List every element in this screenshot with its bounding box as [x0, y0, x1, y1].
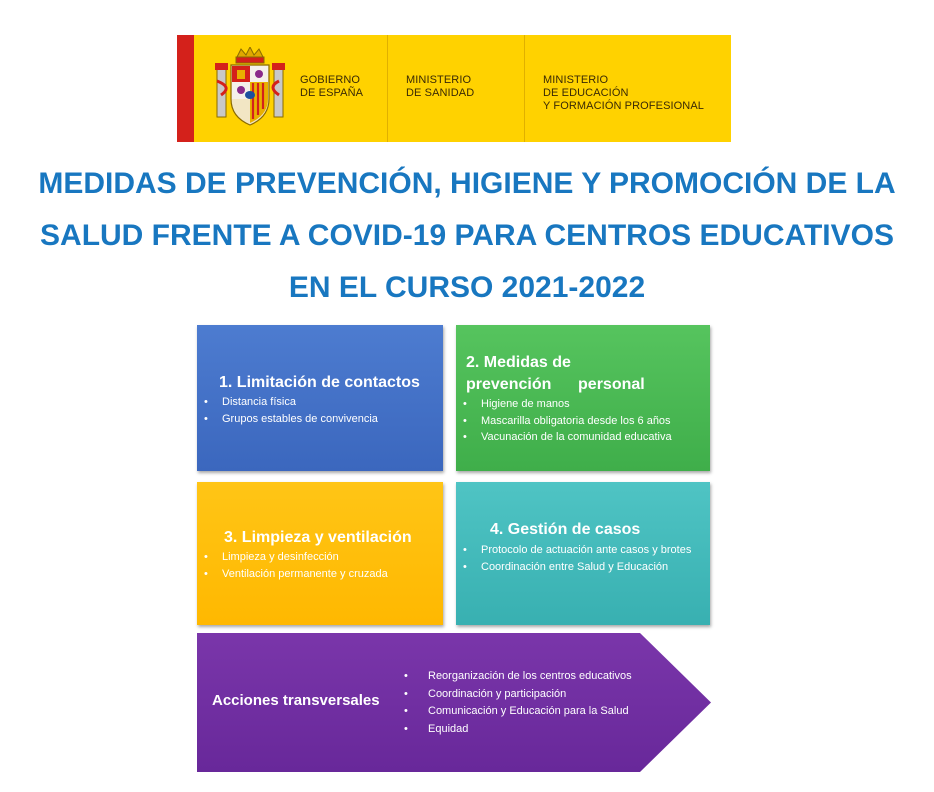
ministerio-sanidad-label: MINISTERIO DE SANIDAD — [406, 74, 475, 99]
list-item: • Distancia física — [197, 394, 378, 411]
list-item: • Mascarilla obligatoria desde los 6 años — [456, 413, 672, 430]
header-divider — [524, 35, 525, 142]
ministerio-educacion-label: MINISTERIO DE EDUCACIÓN Y FORMACIÓN PROFESIONAL — [543, 74, 705, 112]
list-item: • Equidad — [396, 721, 632, 739]
box-gestion-casos — [456, 482, 710, 625]
list-item: • Grupos estables de convivencia — [197, 411, 378, 428]
transversal-list — [396, 668, 632, 738]
box-limpieza-ventilacion — [197, 482, 443, 625]
header-divider — [387, 35, 388, 142]
box-heading: 1. Limitación de contactos — [219, 374, 420, 391]
box-list — [197, 549, 388, 582]
list-item: • Limpieza y desinfección — [197, 549, 388, 566]
title-line-1: MEDIDAS DE PREVENCIÓN, HIGIENE Y PROMOCIÓN DE LA — [38, 167, 896, 200]
list-item: • Protocolo de actuación ante casos y brotes — [456, 542, 696, 559]
box-heading: 2. Medidas de prevención personal — [466, 354, 645, 393]
list-item: • Coordinación entre Salud y Educación — [456, 559, 696, 576]
box-list — [456, 542, 696, 575]
box-medidas-prevencion — [456, 325, 710, 471]
list-item: • Comunicación y Educación para la Salud — [396, 703, 632, 721]
government-header-banner — [177, 35, 731, 142]
coat-of-arms-icon — [213, 47, 287, 131]
title-line-3: EN EL CURSO 2021-2022 — [288, 271, 646, 304]
list-item: • Vacunación de la comunidad educativa — [456, 429, 672, 446]
box-list — [197, 394, 378, 427]
flag-red-band — [177, 35, 194, 142]
list-item: • Ventilación permanente y cruzada — [197, 566, 388, 583]
list-item: • Reorganización de los centros educativos — [396, 668, 632, 686]
box-list — [456, 396, 672, 446]
transversal-label: Acciones transversales — [212, 692, 380, 709]
box-heading: 3. Limpieza y ventilación — [224, 529, 412, 546]
box-heading: 4. Gestión de casos — [490, 521, 641, 538]
page-title — [0, 158, 934, 314]
gobierno-label: GOBIERNO DE ESPAÑA — [300, 74, 364, 99]
list-item: • Higiene de manos — [456, 396, 672, 413]
title-line-2: SALUD FRENTE A COVID-19 PARA CENTROS EDUCATIVOS — [40, 219, 894, 252]
box-limitacion-contactos — [197, 325, 443, 471]
list-item: • Coordinación y participación — [396, 686, 632, 704]
